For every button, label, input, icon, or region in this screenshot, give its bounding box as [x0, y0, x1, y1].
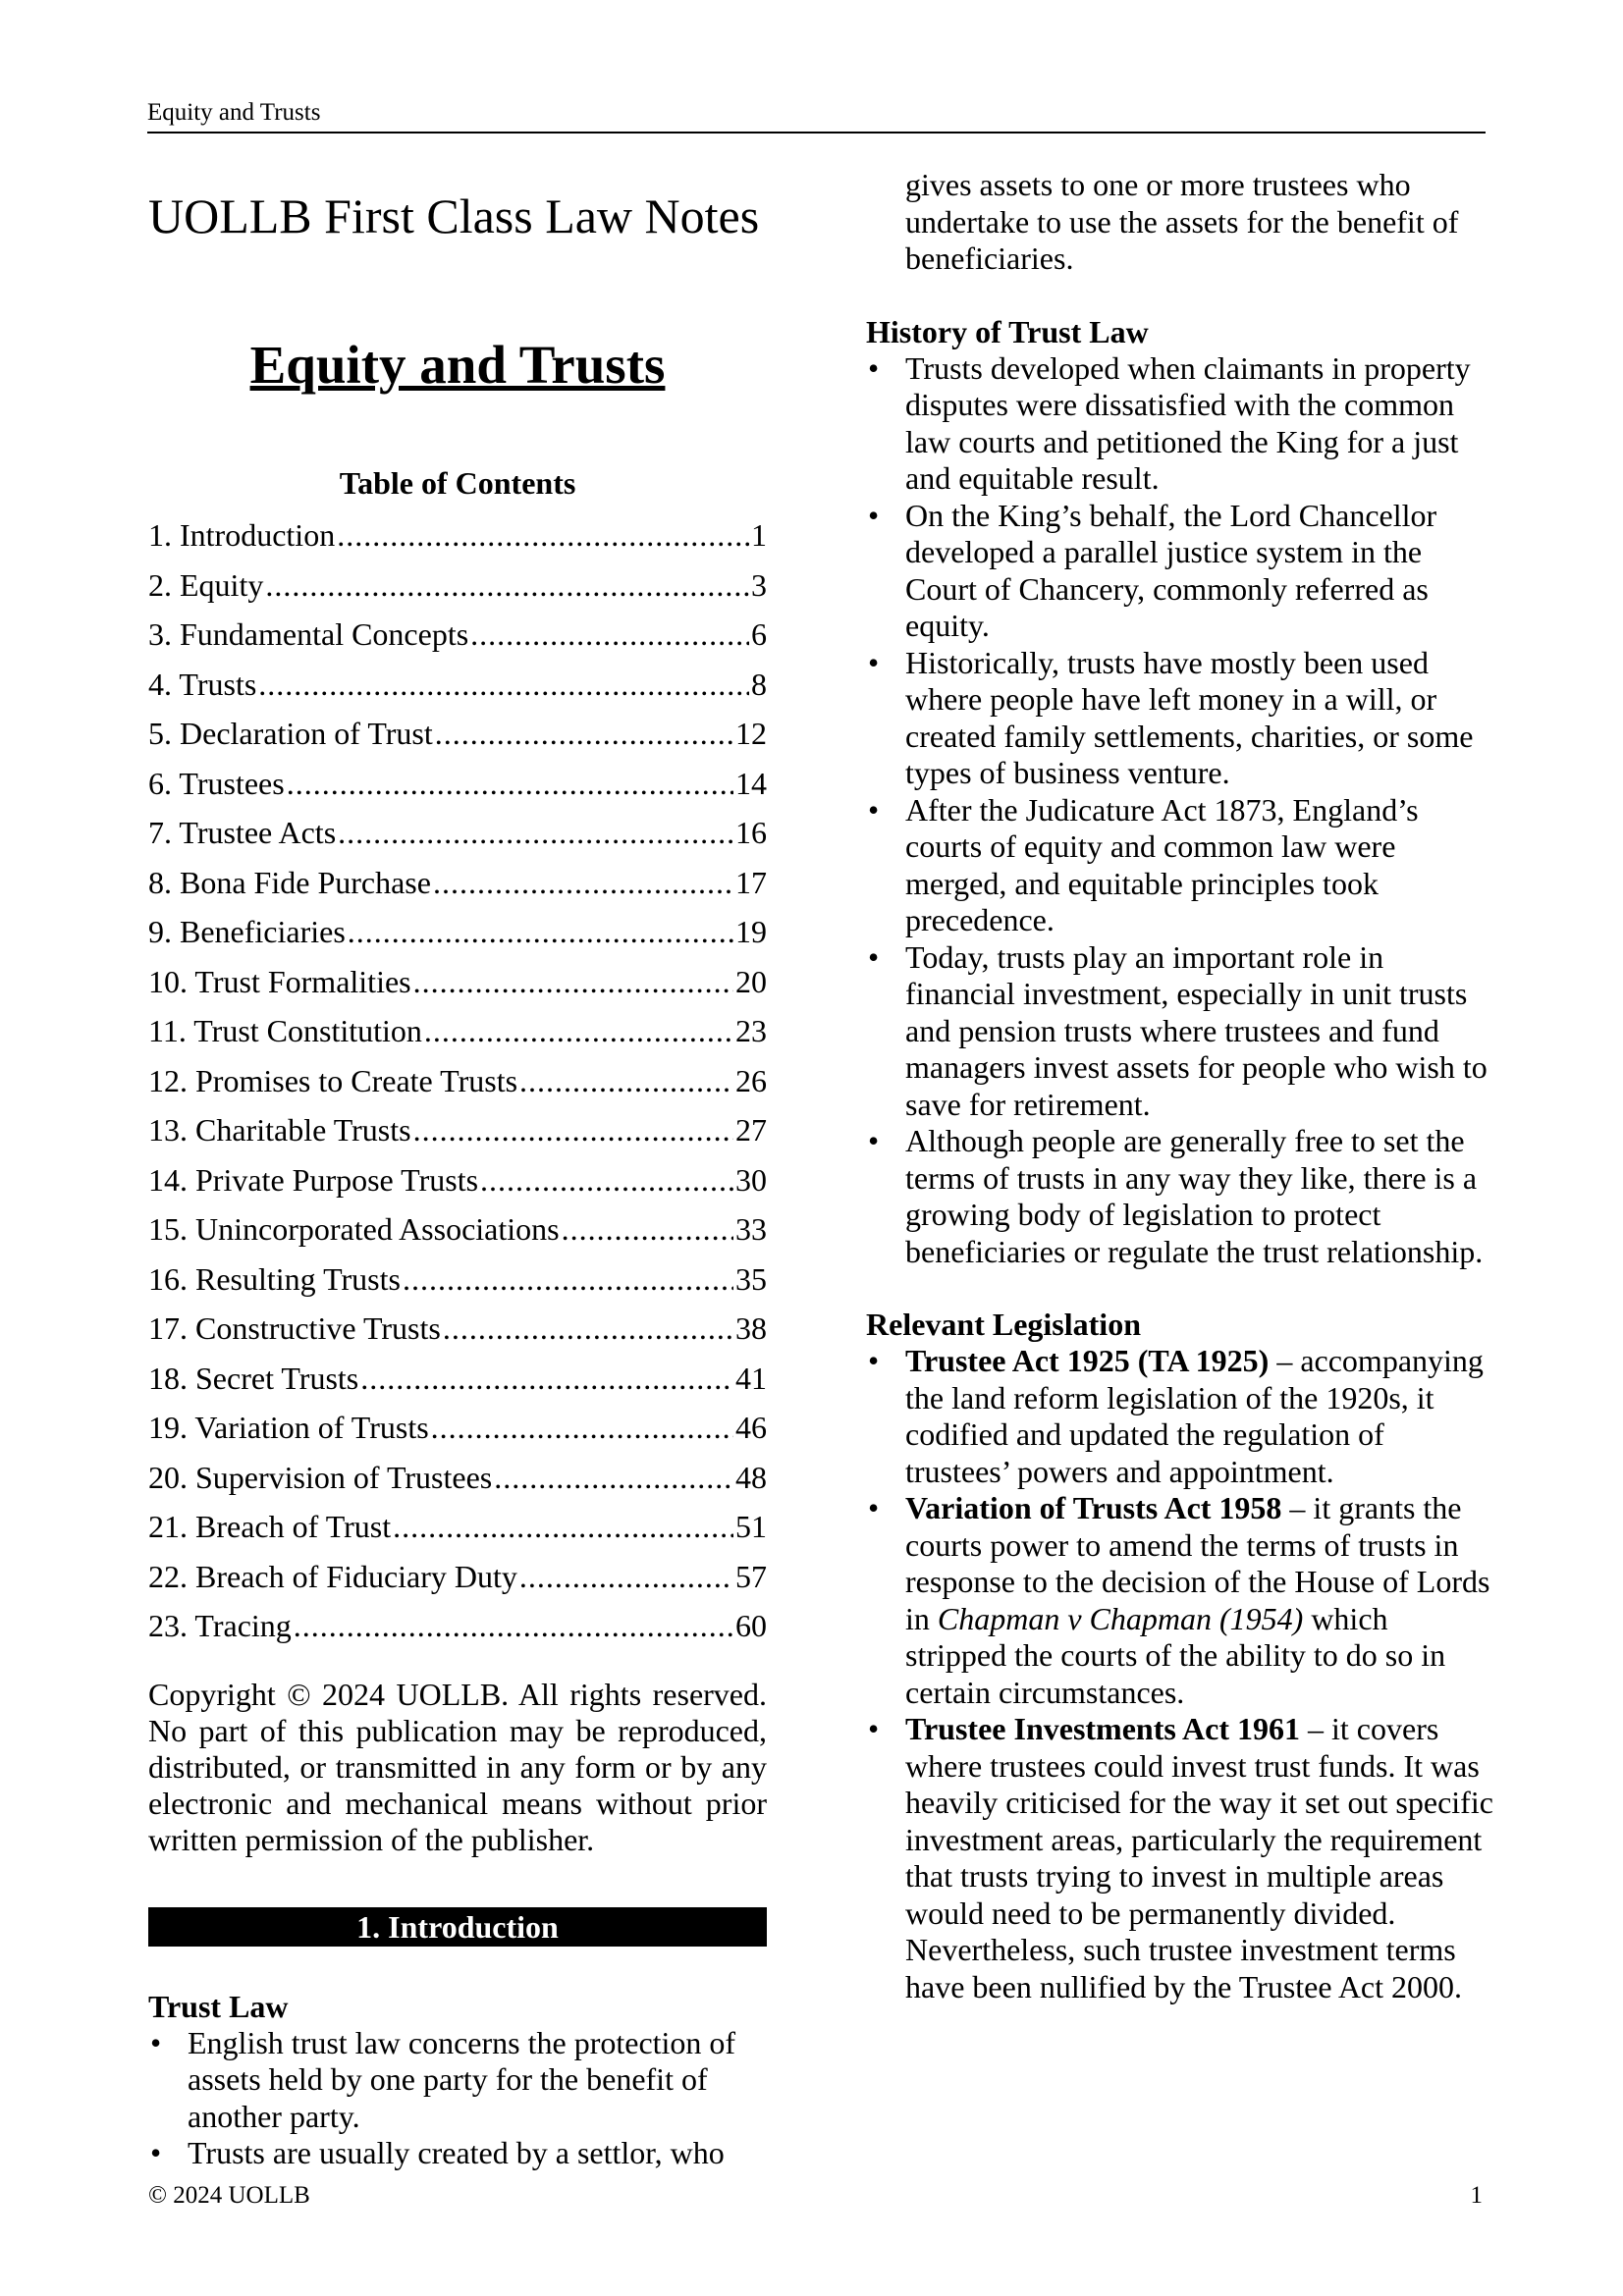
toc-entry — [148, 1255, 767, 1305]
toc-entry-page: 38 — [735, 1310, 767, 1346]
toc-entry-label: 3. Fundamental Concepts — [148, 616, 469, 652]
toc-entry-label: 22. Breach of Fiduciary Duty — [148, 1558, 517, 1594]
toc-leader-dots — [519, 1552, 733, 1602]
toc-entry-page: 41 — [735, 1360, 767, 1396]
toc-entry-page: 27 — [735, 1112, 767, 1148]
toc-entry-label: 5. Declaration of Trust — [148, 716, 433, 751]
trust-law-continuation: gives assets to one or more trustees who undertake to use the assets for the benefit of beneficiaries. — [905, 167, 1459, 276]
act-name: Variation of Trusts Act 1958 — [905, 1490, 1282, 1525]
act-name: Trustee Act 1925 (TA 1925) — [905, 1343, 1270, 1378]
toc-leader-dots — [360, 1354, 733, 1404]
toc-leader-dots — [294, 1601, 733, 1651]
act-description: – it covers where trustees could invest trust funds. It was heavily criticised for the way it set out specific investment areas, particularly the requirement that trusts trying to invest in multiple areas would need to be permanently divided. Nevertheless, such trustee investment terms have been nullified by the Trustee Act 2000. — [905, 1711, 1493, 2004]
toc-entry-page: 23 — [735, 1013, 767, 1048]
toc-leader-dots — [470, 610, 749, 660]
toc-entry — [148, 1453, 767, 1503]
toc-entry — [148, 858, 767, 908]
toc-leader-dots — [338, 808, 733, 858]
toc-entry-label: 1. Introduction — [148, 517, 336, 553]
page-number: 1 — [1470, 2182, 1483, 2209]
toc-entry-label: 16. Resulting Trusts — [148, 1260, 401, 1297]
toc-entry — [148, 561, 767, 611]
section-heading-introduction: 1. Introduction — [148, 1907, 767, 1947]
legislation-heading: Relevant Legislation — [866, 1307, 1141, 1342]
toc-entry-label: 20. Supervision of Trustees — [148, 1459, 493, 1495]
toc-entry — [148, 610, 767, 660]
toc-entry — [148, 1056, 767, 1106]
list-item: • English trust law concerns the protection of assets held by one party for the benefit of another party. — [148, 2025, 767, 2136]
toc-entry — [148, 660, 767, 710]
toc-entry-page: 60 — [735, 1608, 767, 1643]
toc-entry — [148, 1006, 767, 1056]
subject-title: Equity and Trusts — [249, 335, 666, 395]
toc-entry-page: 48 — [735, 1459, 767, 1495]
toc-leader-dots — [403, 1255, 733, 1305]
toc-leader-dots — [393, 1502, 733, 1552]
toc-leader-dots — [494, 1453, 733, 1503]
toc-entry-page: 17 — [735, 864, 767, 900]
toc-entry-label: 2. Equity — [148, 566, 264, 603]
list-item: • Historically, trusts have mostly been used where people have left money in a will, or created family settlements, charities, or some types of business venture. — [866, 645, 1494, 792]
toc-entry-label: 10. Trust Formalities — [148, 963, 411, 999]
toc-leader-dots — [562, 1204, 733, 1255]
toc-entry-page: 51 — [735, 1509, 767, 1544]
act-name: Trustee Investments Act 1961 — [905, 1711, 1301, 1746]
toc-entry-page: 26 — [735, 1062, 767, 1098]
toc-entry — [148, 957, 767, 1007]
toc-leader-dots — [435, 709, 733, 759]
legislation-list — [866, 1343, 1494, 2005]
toc-entry-page: 8 — [751, 666, 767, 702]
case-name: Chapman v Chapman (1954) — [937, 1600, 1304, 1636]
toc-entry-label: 8. Bona Fide Purchase — [148, 864, 431, 900]
toc-entry-page: 14 — [735, 765, 767, 801]
toc-leader-dots — [519, 1056, 733, 1106]
list-item — [866, 1490, 1494, 1711]
toc-leader-dots — [424, 1006, 733, 1056]
left-column — [148, 187, 767, 2172]
toc-entry-page: 16 — [735, 815, 767, 850]
toc-entry-page: 20 — [735, 963, 767, 999]
list-item: • Today, trusts play an important role in financial investment, especially in unit trusts and pension trusts where trustees and fund managers invest assets for people who wish to save for retirement. — [866, 939, 1494, 1124]
toc-entry — [148, 1204, 767, 1255]
copyright-notice: Copyright © 2024 UOLLB. All rights reserved. No part of this publication may be reproduced, distributed, or transmitted in any form or by any electronic and mechanical means without prior written permission of the publisher. — [148, 1676, 767, 1857]
list-item: • After the Judicature Act 1873, England’s courts of equity and common law were merged, and equitable principles took precedence. — [866, 792, 1494, 939]
toc-entry-label: 18. Secret Trusts — [148, 1360, 359, 1396]
trust-law-list — [148, 2025, 767, 2172]
toc-entry-label: 11. Trust Constitution — [148, 1013, 422, 1048]
list-item — [866, 1711, 1494, 2005]
toc-leader-dots — [443, 1304, 733, 1354]
toc-entry-page: 57 — [735, 1558, 767, 1594]
toc-entry — [148, 1403, 767, 1453]
toc-entry-page: 19 — [735, 914, 767, 949]
toc-entry — [148, 709, 767, 759]
toc-entry — [148, 808, 767, 858]
toc-leader-dots — [413, 957, 733, 1007]
running-header — [147, 98, 1486, 133]
table-of-contents — [148, 463, 767, 1651]
toc-entry — [148, 1304, 767, 1354]
toc-entry-label: 15. Unincorporated Associations — [148, 1211, 560, 1247]
toc-entry-label: 9. Beneficiaries — [148, 914, 346, 949]
history-list — [866, 350, 1494, 1271]
toc-entry-page: 6 — [751, 616, 767, 652]
toc-entry-page: 12 — [735, 716, 767, 751]
toc-entry — [148, 1155, 767, 1205]
act-description: – accompanying the land reform legislation of the 1920s, it codified and updated the regulation of trustees’ powers and appointment. — [905, 1343, 1484, 1489]
toc-entry — [148, 1552, 767, 1602]
toc-entry-page: 3 — [751, 566, 767, 603]
toc-leader-dots — [337, 510, 749, 561]
toc-heading: Table of Contents — [339, 465, 576, 501]
footer-copyright: © 2024 UOLLB — [148, 2182, 310, 2209]
list-item: • Trusts developed when claimants in property disputes were dissatisfied with the common law courts and petitioned the King for a just and equitable result. — [866, 350, 1494, 498]
toc-entry-page: 1 — [751, 517, 767, 553]
list-item: • On the King’s behalf, the Lord Chancellor developed a parallel justice system in the Court of Chancery, commonly referred as equity. — [866, 498, 1494, 645]
toc-leader-dots — [265, 561, 749, 611]
toc-entry-page: 35 — [735, 1260, 767, 1297]
toc-entry — [148, 1601, 767, 1651]
toc-entry-label: 4. Trusts — [148, 666, 257, 702]
toc-leader-dots — [348, 907, 733, 957]
toc-leader-dots — [480, 1155, 733, 1205]
toc-entry — [148, 510, 767, 561]
toc-entry-label: 19. Variation of Trusts — [148, 1410, 429, 1445]
list-item — [866, 1343, 1494, 1490]
toc-entry-label: 7. Trustee Acts — [148, 815, 337, 850]
list-item: • Trusts are usually created by a settlor, who — [148, 2135, 767, 2172]
toc-entry-label: 21. Breach of Trust — [148, 1509, 392, 1544]
running-title: Equity and Trusts — [147, 99, 321, 126]
toc-entry-label: 12. Promises to Create Trusts — [148, 1062, 518, 1098]
toc-entry-label: 13. Charitable Trusts — [148, 1112, 411, 1148]
toc-list — [148, 510, 767, 1651]
toc-entry-page: 46 — [735, 1410, 767, 1445]
document-title: UOLLB First Class Law Notes — [148, 188, 760, 243]
trust-law-heading: Trust Law — [148, 1988, 289, 2024]
toc-entry-label: 14. Private Purpose Trusts — [148, 1161, 479, 1198]
toc-entry-label: 6. Trustees — [148, 765, 285, 801]
history-heading: History of Trust Law — [866, 313, 1149, 349]
right-column — [866, 167, 1494, 2005]
act-description: – it grants the courts power to amend the terms of trusts in response to the decision of the House of Lords in — [905, 1490, 1490, 1636]
toc-leader-dots — [287, 759, 733, 809]
toc-entry-page: 30 — [735, 1161, 767, 1198]
toc-leader-dots — [431, 1403, 733, 1453]
toc-entry — [148, 759, 767, 809]
toc-leader-dots — [413, 1105, 733, 1155]
act-description-cont: which stripped the courts of the ability to do so in certain circumstances. — [905, 1600, 1446, 1710]
toc-leader-dots — [433, 858, 733, 908]
toc-entry-label: 17. Constructive Trusts — [148, 1310, 441, 1346]
list-item: • Although people are generally free to set the terms of trusts in any way they like, there is a growing body of legislation to protect beneficiaries or regulate the trust relationship. — [866, 1123, 1494, 1270]
toc-leader-dots — [258, 660, 749, 710]
toc-entry — [148, 1105, 767, 1155]
toc-entry-page: 33 — [735, 1211, 767, 1247]
toc-entry — [148, 1502, 767, 1552]
toc-entry — [148, 907, 767, 957]
toc-entry — [148, 1354, 767, 1404]
toc-entry-label: 23. Tracing — [148, 1608, 292, 1643]
